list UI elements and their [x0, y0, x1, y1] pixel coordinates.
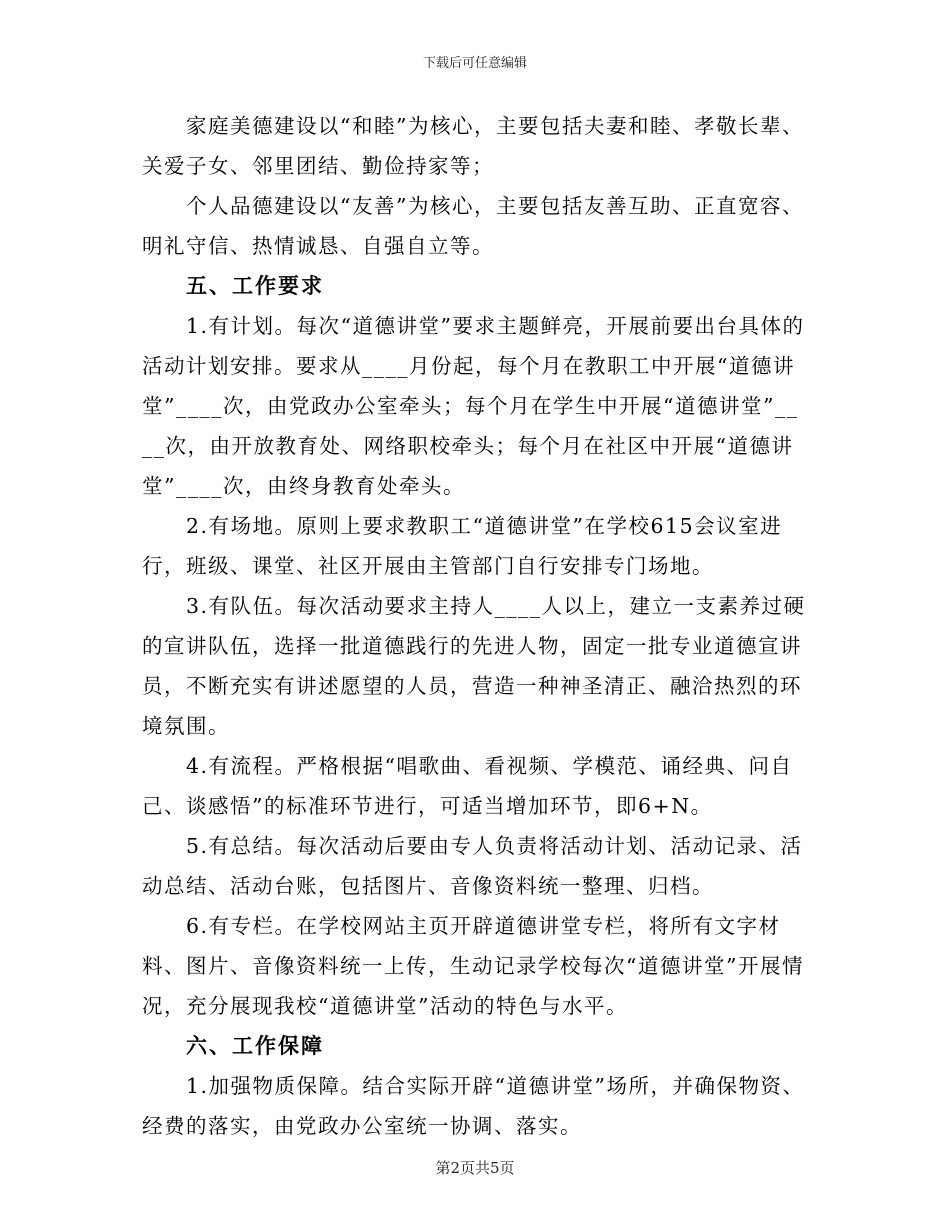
requirement-item-team: 3.有队伍。每次活动要求主持人____人以上，建立一支素养过硬的宣讲队伍，选择一批道德践行的先进人物，固定一批专业道德宣讲员，不断充实有讲述愿望的人员，营造一种神圣清正、融洽热烈的环境氛围。 [142, 594, 806, 738]
page-footer: 第2页共5页 [435, 1159, 515, 1177]
guarantee-item-material: 1.加强物质保障。结合实际开辟“道德讲堂”场所，并确保物资、经费的落实，由党政办公室统一协调、落实。 [142, 1074, 805, 1138]
requirement-item-summary: 5.有总结。每次活动后要由专人负责将活动计划、活动记录、活动总结、活动台账，包括图片、音像资料统一整理、归档。 [142, 834, 803, 898]
section-heading-guarantee: 六、工作保障 [186, 1033, 324, 1058]
document-body [142, 106, 810, 1146]
requirement-item-column: 6.有专栏。在学校网站主页开辟道德讲堂专栏，将所有文字材料、图片、音像资料统一上传，生动记录学校每次“道德讲堂”开展情况，充分展现我校“道德讲堂”活动的特色与水平。 [142, 914, 804, 1018]
section-heading-requirements: 五、工作要求 [186, 273, 324, 298]
paragraph-family-virtue: 家庭美德建设以“和睦”为核心，主要包括夫妻和睦、孝敬长辈、关爱子女、邻里团结、勤俭持家等； [142, 114, 804, 178]
paragraph-personal-virtue: 个人品德建设以“友善”为核心，主要包括友善互助、正直宽容、明礼守信、热情诚恳、自强自立等。 [142, 194, 804, 258]
requirement-item-venue: 2.有场地。原则上要求教职工“道德讲堂”在学校615会议室进行，班级、课堂、社区开展由主管部门自行安排专门场地。 [142, 514, 783, 578]
requirement-item-plan: 1.有计划。每次“道德讲堂”要求主题鲜亮，开展前要出台具体的活动计划安排。要求从____月份起，每个月在教职工中开展“道德讲堂”____次，由党政办公室牵头；每个月在学生中开展“道德讲堂”____次，由开放教育处、网络职校牵头；每个月在社区中开展“道德讲堂”____次，由终身教育处牵头。 [142, 314, 805, 498]
requirement-item-process: 4.有流程。严格根据“唱歌曲、看视频、学模范、诵经典、问自己、谈感悟”的标准环节进行，可适当增加环节，即6+N。 [142, 754, 793, 818]
page-header: 下载后可任意编辑 [422, 56, 527, 71]
